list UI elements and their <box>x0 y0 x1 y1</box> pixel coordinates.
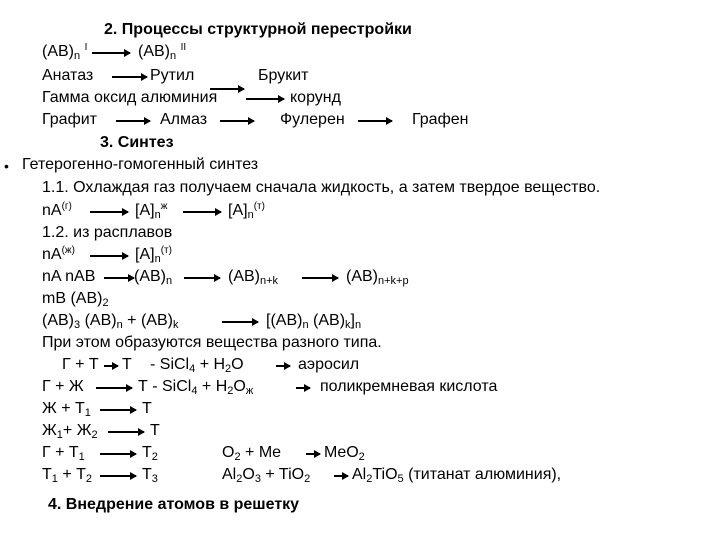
korund: корунд <box>290 89 341 106</box>
arrow <box>104 277 134 279</box>
arrow <box>112 76 147 78</box>
formula-line-1-right: $(AB)_n$ $^{II}$ <box>138 42 187 62</box>
rutil: Рутил <box>150 67 195 84</box>
arrow <box>276 365 290 367</box>
arrow <box>100 453 136 455</box>
bullet: • <box>4 158 9 174</box>
reaction-5-left: $Г + Т_1$ <box>42 444 85 463</box>
reaction-5-right: $Т_2$ <box>142 444 158 463</box>
arrow <box>100 409 136 411</box>
arrow <box>104 365 118 367</box>
formula-abn: $(AB)_n$ <box>134 268 173 287</box>
formula-nanab: nA nAB <box>42 268 96 285</box>
formula-abnkp: $(AB)_{n+k+p}$ <box>346 268 409 287</box>
arrow <box>358 120 392 122</box>
gamma-oxide: Гамма оксид алюминия <box>42 89 218 106</box>
titanate-product: $Al_2TiO_5$ (титанат алюминия), <box>352 466 562 485</box>
arrow <box>246 98 284 100</box>
item-1-2: 1.2. из расплавов <box>42 224 173 241</box>
arrow <box>108 431 144 433</box>
reaction-6-right: $Т_3$ <box>142 466 158 485</box>
reaction-metal-oxide: $O_2 + Me$ <box>222 444 282 463</box>
formula-mb: mB $(AB)_2$ <box>42 290 109 309</box>
arrow <box>116 120 150 122</box>
section-2-title: 2. Процессы структурной перестройки <box>104 21 412 38</box>
arrow <box>100 475 136 477</box>
arrow <box>296 387 310 389</box>
formula-line-1: $(AB)_n$ $^I$ <box>42 42 88 62</box>
reaction-4-left: $Ж_1+ Ж_2$ <box>42 422 98 441</box>
section-3-title: 3. Синтез <box>100 134 174 151</box>
arrow <box>306 453 320 455</box>
reaction-titanate: $Al_2O_3 + TiO_2$ <box>222 466 311 485</box>
note-types: При этом образуются вещества разного типа. <box>42 334 382 351</box>
formula-melt: $nA^{(ж)}$ <box>42 245 75 263</box>
arrow <box>334 475 348 477</box>
reaction-1-left: Г + Т <box>62 356 99 373</box>
reaction-2-left: Г + Ж <box>42 378 84 395</box>
reaction-1-right: Т <box>122 356 132 373</box>
formula-melt-solid: $[A]_n^{(т)}$ <box>135 245 172 265</box>
arrow <box>184 277 220 279</box>
arrow <box>302 277 338 279</box>
reaction-6-left: $Т_1 + Т_2$ <box>42 466 93 485</box>
reaction-1-aerosil: - SiCl$_4$ + $H_2O$ <box>150 356 244 375</box>
arrow <box>90 255 128 257</box>
formula-abnk: $(AB)_{n+k}$ <box>228 268 279 287</box>
formula-solid: $[A]_n^{(т)}$ <box>228 201 265 221</box>
arrow <box>92 52 130 54</box>
grafit: Графит <box>42 111 97 128</box>
formula-gas: $nA^{(г)}$ <box>42 201 72 219</box>
aerosil: аэросил <box>298 356 360 373</box>
polysilicic-acid: поликремневая кислота <box>320 378 498 395</box>
almaz: Алмаз <box>160 111 208 128</box>
brukit: Брукит <box>258 67 309 84</box>
formula-polymer: $(AB)_3$ $(AB)_n + (AB)_k$ <box>42 312 179 331</box>
item-1-1: 1.1. Охлаждая газ получаем сначала жидкость, а затем твердое вещество. <box>42 179 601 196</box>
arrow <box>183 211 221 213</box>
grafen: Графен <box>412 111 469 128</box>
formula-liquid: $[A]_n^ж$ <box>135 201 168 221</box>
fuleren: Фулерен <box>280 111 345 128</box>
reaction-3-right: Т <box>142 400 152 417</box>
arrow <box>222 321 258 323</box>
section-4-title: 4. Внедрение атомов в решетку <box>48 496 300 513</box>
anataz: Анатаз <box>42 67 94 84</box>
formula-polymer-product: [$(AB)_n$ $(AB)_k]_n$ <box>266 312 362 331</box>
reaction-2-mid: Т - SiCl$_4$ + $H_2O_ж$ <box>138 378 254 397</box>
reaction-4-right: Т <box>150 422 160 439</box>
meo2: MeO$_2$ <box>324 444 365 463</box>
arrow <box>90 211 128 213</box>
reaction-3-left: $Ж + Т_1$ <box>42 400 91 419</box>
arrow <box>96 387 132 389</box>
arrow <box>220 120 254 122</box>
hetero-title: Гетерогенно-гомогенный синтез <box>22 156 259 173</box>
